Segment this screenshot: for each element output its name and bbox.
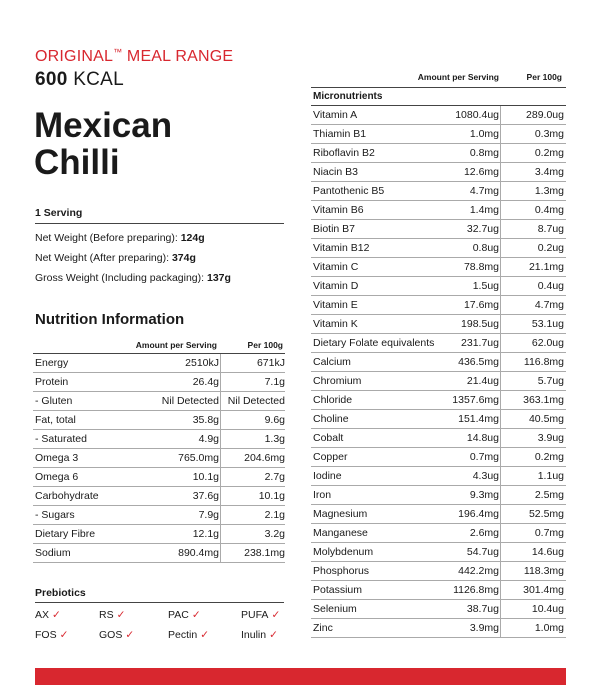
table-row: [311, 505, 566, 524]
prebiotic-item: [168, 609, 201, 623]
amount-per-100g: 9.6g: [264, 414, 285, 426]
table-row: [311, 106, 566, 125]
table-row: [33, 525, 285, 544]
nutrient-name: Biotin B7: [313, 223, 356, 235]
nutrition-table: [33, 337, 285, 563]
amount-per-serving: 0.7mg: [469, 451, 499, 463]
nutrition-table-header: [33, 337, 285, 354]
amount-per-serving: 765.0mg: [178, 452, 219, 464]
prebiotic-item: [241, 609, 280, 623]
nutrient-name: Zinc: [313, 622, 333, 634]
amount-per-100g: 3.4mg: [534, 166, 564, 178]
table-row: [311, 372, 566, 391]
column-header-per100: Per 100g: [526, 72, 562, 82]
table-row: [311, 296, 566, 315]
amount-per-100g: 1.0mg: [534, 622, 564, 634]
nutrient-name: Chloride: [313, 394, 353, 406]
nutrient-name: Calcium: [313, 356, 351, 368]
weight-line: Net Weight (After preparing): 374g: [35, 252, 196, 264]
table-row: [311, 391, 566, 410]
nutrient-name: Phosphorus: [313, 565, 370, 577]
table-row: [311, 467, 566, 486]
amount-per-100g: 363.1mg: [523, 394, 564, 406]
table-row: [311, 486, 566, 505]
prebiotic-label: PAC: [168, 609, 189, 621]
amount-per-100g: 14.6ug: [531, 546, 564, 558]
check-icon: ✓: [269, 629, 278, 641]
table-row: [33, 487, 285, 506]
table-row: [33, 354, 285, 373]
amount-per-100g: 0.3mg: [534, 128, 564, 140]
table-row: [311, 201, 566, 220]
weight-line: Gross Weight (Including packaging): 137g: [35, 272, 231, 284]
amount-per-100g: 53.1ug: [531, 318, 564, 330]
amount-per-serving: 26.4g: [192, 376, 219, 388]
table-row: [33, 411, 285, 430]
micronutrients-table-header: [311, 70, 566, 87]
nutrient-name: Energy: [35, 357, 69, 369]
nutrient-name: Omega 3: [35, 452, 79, 464]
nutrient-name: Niacin B3: [313, 166, 358, 178]
nutrient-name: Vitamin D: [313, 280, 359, 292]
amount-per-100g: 2.5mg: [534, 489, 564, 501]
amount-per-100g: 8.7ug: [537, 223, 564, 235]
amount-per-serving: 4.7mg: [469, 185, 499, 197]
nutrient-name: - Saturated: [35, 433, 87, 445]
amount-per-serving: 17.6mg: [463, 299, 499, 311]
amount-per-100g: 4.7mg: [534, 299, 564, 311]
prebiotic-label: GOS: [99, 629, 123, 641]
prebiotic-item: [99, 629, 134, 643]
kcal-label: 600 KCAL: [35, 69, 125, 90]
nutrient-name: Protein: [35, 376, 69, 388]
amount-per-serving: 12.1g: [192, 528, 219, 540]
nutrient-name: Carbohydrate: [35, 490, 99, 502]
column-header-per100: Per 100g: [247, 340, 283, 350]
amount-per-serving: 9.3mg: [469, 489, 499, 501]
nutrient-name: Molybdenum: [313, 546, 374, 558]
amount-per-serving: 7.9g: [198, 509, 219, 521]
section-header: Micronutrients: [311, 87, 566, 106]
prebiotic-item: [241, 629, 278, 643]
amount-per-serving: 0.8ug: [472, 242, 499, 254]
amount-per-serving: 1080.4ug: [455, 109, 499, 121]
bottom-accent-bar: [35, 668, 566, 685]
amount-per-serving: 436.5mg: [458, 356, 499, 368]
amount-per-serving: 0.8mg: [469, 147, 499, 159]
table-row: [311, 163, 566, 182]
table-row: [311, 600, 566, 619]
amount-per-serving: 1.4mg: [469, 204, 499, 216]
amount-per-100g: 301.4mg: [523, 584, 564, 596]
column-header-serving: Amount per Serving: [135, 340, 217, 350]
amount-per-100g: 10.1g: [258, 490, 285, 502]
check-icon: ✓: [191, 609, 201, 621]
amount-per-serving: 35.8g: [192, 414, 219, 426]
meal-range-label: ORIGINAL™ MEAL RANGE: [35, 47, 234, 65]
table-row: [311, 258, 566, 277]
amount-per-serving: Nil Detected: [161, 395, 219, 407]
nutrient-name: Choline: [313, 413, 349, 425]
nutrient-name: Fat, total: [35, 414, 76, 426]
nutrient-name: Riboflavin B2: [313, 147, 375, 159]
nutrient-name: Copper: [313, 451, 348, 463]
amount-per-100g: 10.4ug: [531, 603, 564, 615]
nutrient-name: Omega 6: [35, 471, 79, 483]
amount-per-100g: 1.3mg: [534, 185, 564, 197]
table-row: [33, 468, 285, 487]
amount-per-100g: 2.7g: [264, 471, 285, 483]
table-row: [33, 430, 285, 449]
amount-per-serving: 442.2mg: [458, 565, 499, 577]
nutrient-name: Sodium: [35, 547, 71, 559]
nutrient-name: Manganese: [313, 527, 368, 539]
table-row: [311, 410, 566, 429]
nutrient-name: Thiamin B1: [313, 128, 367, 140]
prebiotic-label: RS: [99, 609, 114, 621]
nutrient-name: Pantothenic B5: [313, 185, 385, 197]
amount-per-serving: 32.7ug: [466, 223, 499, 235]
nutrient-name: Vitamin B12: [313, 242, 370, 254]
amount-per-serving: 1.5ug: [472, 280, 499, 292]
prebiotic-item: [168, 629, 209, 643]
table-row: [311, 353, 566, 372]
weight-line: Net Weight (Before preparing): 124g: [35, 232, 205, 244]
amount-per-100g: 0.2mg: [534, 451, 564, 463]
table-row: [311, 543, 566, 562]
amount-per-100g: 289.0ug: [526, 109, 564, 121]
amount-per-100g: Nil Detected: [227, 395, 285, 407]
amount-per-serving: 2.6mg: [469, 527, 499, 539]
amount-per-100g: 3.2g: [264, 528, 285, 540]
amount-per-serving: 78.8mg: [463, 261, 499, 273]
amount-per-serving: 1126.8mg: [453, 584, 499, 596]
amount-per-serving: 1.0mg: [469, 128, 499, 140]
table-row: [311, 125, 566, 144]
nutrient-name: Iodine: [313, 470, 342, 482]
amount-per-100g: 0.2ug: [537, 242, 564, 254]
product-title: Mexican Chilli: [34, 106, 173, 182]
amount-per-serving: 21.4ug: [466, 375, 499, 387]
table-row: [311, 334, 566, 353]
amount-per-100g: 21.1mg: [528, 261, 564, 273]
prebiotic-label: Pectin: [168, 629, 198, 641]
serving-title: 1 Serving: [35, 207, 83, 219]
prebiotic-item: [99, 609, 125, 623]
nutrient-name: Magnesium: [313, 508, 368, 520]
prebiotic-label: Inulin: [241, 629, 267, 641]
prebiotic-label: FOS: [35, 629, 57, 641]
nutrient-name: Iron: [313, 489, 332, 501]
amount-per-100g: 118.3mg: [523, 565, 564, 577]
table-row: [311, 277, 566, 296]
check-icon: ✓: [271, 609, 281, 621]
amount-per-serving: 12.6mg: [463, 166, 499, 178]
nutrient-name: Dietary Fibre: [35, 528, 96, 540]
table-row: [311, 182, 566, 201]
nutrient-name: Potassium: [313, 584, 363, 596]
nutrient-name: Dietary Folate equivalents: [313, 337, 435, 349]
prebiotic-item: [35, 629, 68, 643]
table-row: [311, 220, 566, 239]
table-row: [311, 619, 566, 638]
amount-per-serving: 4.9g: [198, 433, 219, 445]
amount-per-100g: 238.1mg: [244, 547, 285, 559]
table-row: [311, 562, 566, 581]
table-row: [311, 448, 566, 467]
amount-per-serving: 3.9mg: [469, 622, 499, 634]
table-row: [33, 392, 285, 411]
amount-per-serving: 198.5ug: [461, 318, 499, 330]
amount-per-100g: 204.6mg: [244, 452, 285, 464]
nutrient-name: Vitamin B6: [313, 204, 364, 216]
amount-per-100g: 671kJ: [256, 357, 285, 369]
check-icon: ✓: [200, 629, 209, 641]
column-header-serving: Amount per Serving: [417, 72, 499, 82]
amount-per-100g: 0.2mg: [534, 147, 564, 159]
amount-per-100g: 1.3g: [264, 433, 285, 445]
amount-per-100g: 7.1g: [264, 376, 285, 388]
nutrient-name: Vitamin E: [313, 299, 358, 311]
amount-per-serving: 4.3ug: [472, 470, 499, 482]
prebiotics-title: Prebiotics: [35, 587, 86, 599]
table-row: [311, 239, 566, 258]
table-row: [33, 506, 285, 525]
amount-per-100g: 2.1g: [264, 509, 285, 521]
amount-per-100g: 0.7mg: [534, 527, 564, 539]
amount-per-100g: 62.0ug: [531, 337, 564, 349]
nutrient-name: Vitamin C: [313, 261, 359, 273]
prebiotic-label: PUFA: [241, 609, 269, 621]
amount-per-serving: 54.7ug: [466, 546, 499, 558]
amount-per-serving: 2510kJ: [185, 357, 219, 369]
table-row: [33, 373, 285, 392]
amount-per-100g: 0.4mg: [534, 204, 564, 216]
serving-info: [35, 207, 284, 289]
check-icon: ✓: [52, 609, 61, 621]
check-icon: ✓: [59, 629, 69, 641]
amount-per-serving: 1357.6mg: [452, 394, 499, 406]
amount-per-serving: 151.4mg: [458, 413, 499, 425]
nutrient-name: Selenium: [313, 603, 357, 615]
amount-per-serving: 38.7ug: [466, 603, 499, 615]
check-icon: ✓: [125, 629, 135, 641]
nutrient-name: Chromium: [313, 375, 362, 387]
nutrient-name: - Sugars: [35, 509, 75, 521]
amount-per-100g: 0.4ug: [537, 280, 564, 292]
amount-per-100g: 5.7ug: [537, 375, 564, 387]
amount-per-serving: 37.6g: [192, 490, 219, 502]
nutrient-name: Vitamin A: [313, 109, 358, 121]
amount-per-serving: 231.7ug: [461, 337, 499, 349]
amount-per-serving: 14.8ug: [466, 432, 499, 444]
check-icon: ✓: [116, 609, 126, 621]
amount-per-100g: 116.8mg: [523, 356, 564, 368]
table-row: [33, 449, 285, 468]
amount-per-100g: 40.5mg: [528, 413, 564, 425]
nutrient-name: - Gluten: [35, 395, 73, 407]
table-row: [311, 524, 566, 543]
table-row: [311, 315, 566, 334]
table-row: [311, 581, 566, 600]
amount-per-serving: 890.4mg: [178, 547, 219, 559]
prebiotic-label: AX: [35, 609, 50, 621]
micronutrients-table: [311, 70, 566, 638]
amount-per-serving: 196.4mg: [458, 508, 499, 520]
amount-per-100g: 1.1ug: [537, 470, 564, 482]
nutrient-name: Cobalt: [313, 432, 344, 444]
table-row: [311, 144, 566, 163]
nutrition-title: Nutrition Information: [35, 311, 185, 328]
table-row: [33, 544, 285, 563]
amount-per-100g: 3.9ug: [537, 432, 564, 444]
prebiotic-item: [35, 609, 61, 623]
nutrient-name: Vitamin K: [313, 318, 358, 330]
amount-per-serving: 10.1g: [192, 471, 219, 483]
table-row: [311, 429, 566, 448]
amount-per-100g: 52.5mg: [528, 508, 564, 520]
